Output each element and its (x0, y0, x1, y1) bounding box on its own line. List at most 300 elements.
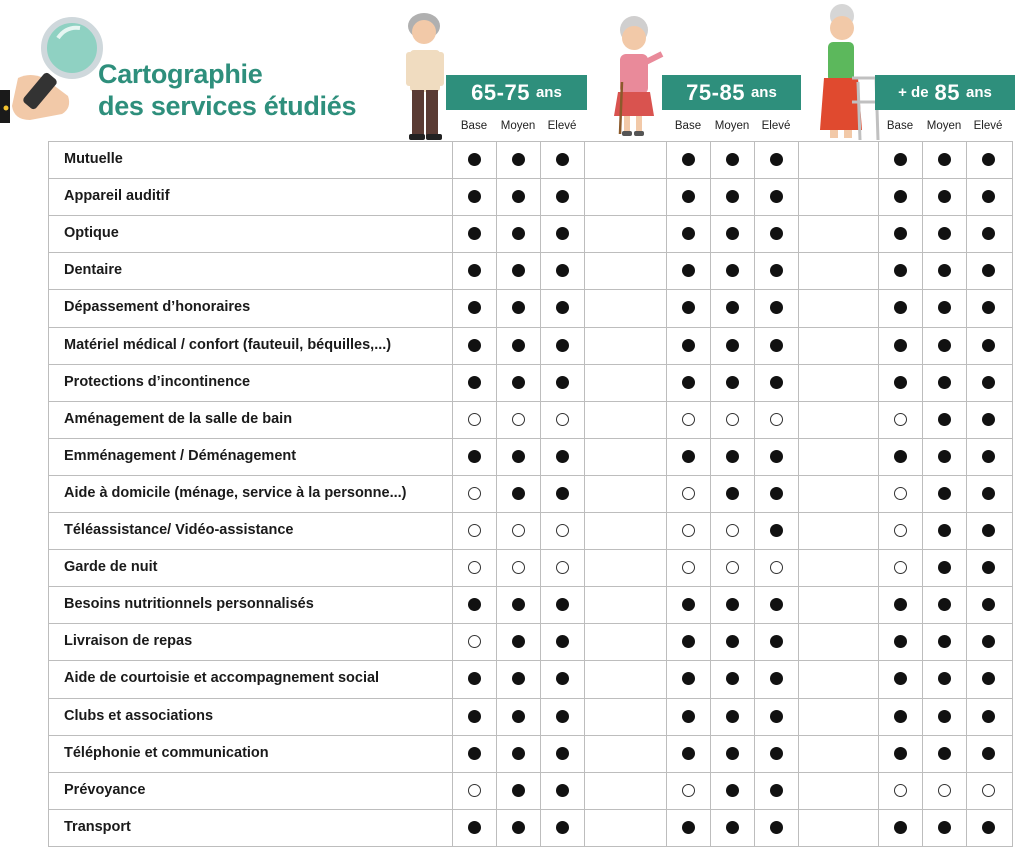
age-unit: ans (750, 84, 777, 101)
filled-dot-icon (982, 487, 995, 500)
availability-cell (496, 252, 540, 289)
availability-cell (666, 512, 710, 549)
service-label: Clubs et associations (64, 707, 214, 724)
availability-cell (754, 141, 798, 178)
column-divider (496, 141, 497, 846)
availability-cell (496, 512, 540, 549)
filled-dot-icon (938, 264, 951, 277)
filled-dot-icon (468, 190, 481, 203)
filled-dot-icon (682, 598, 695, 611)
age-unit: ans (966, 84, 992, 101)
availability-cell (540, 289, 584, 326)
availability-cell (496, 809, 540, 846)
availability-cell (922, 438, 966, 475)
filled-dot-icon (726, 598, 739, 611)
availability-cell (754, 772, 798, 809)
filled-dot-icon (556, 264, 569, 277)
filled-dot-icon (468, 710, 481, 723)
filled-dot-icon (556, 153, 569, 166)
empty-dot-icon (726, 413, 739, 426)
service-label: Dépassement d’honoraires (64, 299, 251, 316)
availability-cell (666, 549, 710, 586)
filled-dot-icon (770, 635, 783, 648)
availability-cell (452, 475, 496, 512)
availability-cell (966, 772, 1010, 809)
availability-cell (452, 623, 496, 660)
service-label: Mutuelle (64, 151, 123, 167)
availability-cell (496, 735, 540, 772)
availability-cell (540, 586, 584, 623)
filled-dot-icon (894, 635, 907, 648)
availability-cell (452, 141, 496, 178)
availability-cell (666, 660, 710, 697)
availability-cell (754, 438, 798, 475)
availability-cell (710, 586, 754, 623)
filled-dot-icon (556, 635, 569, 648)
column-divider (966, 141, 967, 846)
filled-dot-icon (938, 561, 951, 574)
availability-cell (922, 178, 966, 215)
empty-dot-icon (512, 413, 525, 426)
level-header: Base (674, 120, 702, 132)
filled-dot-icon (512, 227, 525, 240)
filled-dot-icon (512, 747, 525, 760)
availability-cell (496, 698, 540, 735)
table-row (48, 809, 1013, 846)
filled-dot-icon (726, 190, 739, 203)
availability-cell (878, 475, 922, 512)
filled-dot-icon (468, 153, 481, 166)
availability-cell (496, 438, 540, 475)
availability-cell (922, 549, 966, 586)
filled-dot-icon (682, 821, 695, 834)
empty-dot-icon (512, 524, 525, 537)
availability-cell (878, 364, 922, 401)
filled-dot-icon (556, 710, 569, 723)
age-group-header-85-plus (875, 75, 1015, 110)
empty-dot-icon (682, 784, 695, 797)
availability-cell (452, 549, 496, 586)
filled-dot-icon (726, 821, 739, 834)
availability-cell (666, 438, 710, 475)
filled-dot-icon (982, 413, 995, 426)
level-header: Moyen (500, 120, 536, 132)
availability-cell (540, 252, 584, 289)
title-line-1: Cartographie (98, 59, 263, 89)
availability-cell (922, 623, 966, 660)
availability-cell (754, 623, 798, 660)
filled-dot-icon (556, 672, 569, 685)
age-group-header-65-75 (446, 75, 587, 110)
column-divider (48, 141, 49, 846)
empty-dot-icon (556, 413, 569, 426)
filled-dot-icon (770, 264, 783, 277)
filled-dot-icon (770, 301, 783, 314)
row-divider (48, 735, 1013, 736)
filled-dot-icon (512, 487, 525, 500)
filled-dot-icon (938, 821, 951, 834)
service-label: Besoins nutritionnels personnalisés (64, 596, 314, 613)
filled-dot-icon (982, 710, 995, 723)
filled-dot-icon (982, 153, 995, 166)
filled-dot-icon (556, 598, 569, 611)
availability-cell (496, 364, 540, 401)
availability-cell (540, 512, 584, 549)
filled-dot-icon (468, 339, 481, 352)
page-title (98, 58, 356, 122)
filled-dot-icon (512, 672, 525, 685)
availability-cell (754, 660, 798, 697)
availability-cell (966, 735, 1010, 772)
availability-cell (754, 215, 798, 252)
availability-cell (710, 141, 754, 178)
availability-cell (540, 623, 584, 660)
filled-dot-icon (982, 524, 995, 537)
availability-cell (452, 252, 496, 289)
filled-dot-icon (726, 339, 739, 352)
age-range: 75-85 (686, 79, 745, 105)
empty-dot-icon (938, 784, 951, 797)
availability-cell (878, 586, 922, 623)
row-divider (48, 772, 1013, 773)
availability-cell (496, 289, 540, 326)
filled-dot-icon (938, 747, 951, 760)
availability-cell (878, 438, 922, 475)
row-divider (48, 623, 1013, 624)
table-row (48, 772, 1013, 809)
availability-cell (922, 141, 966, 178)
empty-dot-icon (770, 413, 783, 426)
availability-cell (666, 178, 710, 215)
filled-dot-icon (512, 301, 525, 314)
availability-cell (496, 141, 540, 178)
availability-cell (754, 327, 798, 364)
filled-dot-icon (556, 450, 569, 463)
availability-cell (754, 401, 798, 438)
filled-dot-icon (982, 264, 995, 277)
availability-cell (966, 623, 1010, 660)
filled-dot-icon (982, 376, 995, 389)
filled-dot-icon (982, 339, 995, 352)
service-label: Aménagement de la salle de bain (64, 410, 293, 427)
service-label: Téléassistance/ Vidéo-assistance (64, 522, 294, 538)
table-row (48, 698, 1013, 735)
filled-dot-icon (982, 190, 995, 203)
availability-cell (922, 289, 966, 326)
filled-dot-icon (512, 710, 525, 723)
filled-dot-icon (938, 450, 951, 463)
filled-dot-icon (894, 747, 907, 760)
service-label: Téléphonie et communication (64, 744, 269, 761)
availability-cell (966, 438, 1010, 475)
filled-dot-icon (468, 227, 481, 240)
table-row (48, 623, 1013, 660)
filled-dot-icon (682, 227, 695, 240)
availability-cell (540, 549, 584, 586)
availability-cell (922, 772, 966, 809)
filled-dot-icon (982, 450, 995, 463)
availability-cell (878, 735, 922, 772)
availability-cell (496, 623, 540, 660)
service-label: Prévoyance (64, 781, 146, 798)
availability-cell (540, 178, 584, 215)
table-row (48, 364, 1013, 401)
filled-dot-icon (894, 190, 907, 203)
filled-dot-icon (468, 301, 481, 314)
empty-dot-icon (894, 487, 907, 500)
availability-cell (754, 475, 798, 512)
filled-dot-icon (556, 339, 569, 352)
column-divider (798, 141, 799, 846)
filled-dot-icon (556, 747, 569, 760)
row-divider (48, 549, 1013, 550)
filled-dot-icon (468, 821, 481, 834)
availability-cell (878, 809, 922, 846)
availability-cell (922, 364, 966, 401)
filled-dot-icon (726, 227, 739, 240)
availability-cell (922, 475, 966, 512)
availability-cell (878, 289, 922, 326)
table-row (48, 401, 1013, 438)
availability-cell (878, 401, 922, 438)
filled-dot-icon (938, 635, 951, 648)
availability-cell (878, 698, 922, 735)
filled-dot-icon (726, 301, 739, 314)
filled-dot-icon (682, 747, 695, 760)
availability-cell (540, 215, 584, 252)
availability-cell (540, 809, 584, 846)
availability-cell (710, 475, 754, 512)
empty-dot-icon (468, 413, 481, 426)
availability-cell (710, 401, 754, 438)
availability-cell (540, 660, 584, 697)
filled-dot-icon (726, 376, 739, 389)
availability-cell (452, 438, 496, 475)
availability-cell (452, 698, 496, 735)
availability-cell (452, 401, 496, 438)
filled-dot-icon (556, 487, 569, 500)
filled-dot-icon (938, 153, 951, 166)
row-divider (48, 289, 1013, 290)
filled-dot-icon (894, 339, 907, 352)
table-row (48, 215, 1013, 252)
availability-cell (540, 141, 584, 178)
availability-cell (666, 401, 710, 438)
level-header: Moyen (714, 120, 750, 132)
availability-cell (496, 178, 540, 215)
empty-dot-icon (468, 561, 481, 574)
availability-cell (666, 215, 710, 252)
availability-cell (710, 735, 754, 772)
filled-dot-icon (726, 487, 739, 500)
availability-cell (452, 512, 496, 549)
availability-cell (666, 772, 710, 809)
filled-dot-icon (682, 153, 695, 166)
row-divider (48, 252, 1013, 253)
table-row (48, 512, 1013, 549)
availability-cell (754, 698, 798, 735)
availability-cell (540, 327, 584, 364)
filled-dot-icon (682, 672, 695, 685)
empty-dot-icon (556, 561, 569, 574)
availability-cell (878, 772, 922, 809)
filled-dot-icon (556, 376, 569, 389)
filled-dot-icon (726, 672, 739, 685)
row-divider (48, 586, 1013, 587)
filled-dot-icon (894, 301, 907, 314)
table-row (48, 289, 1013, 326)
service-label: Aide de courtoisie et accompagnement social (64, 670, 380, 687)
availability-cell (754, 289, 798, 326)
availability-cell (754, 364, 798, 401)
empty-dot-icon (982, 784, 995, 797)
table-row (48, 735, 1013, 772)
availability-cell (452, 772, 496, 809)
empty-dot-icon (770, 561, 783, 574)
availability-cell (922, 252, 966, 289)
availability-cell (452, 327, 496, 364)
filled-dot-icon (682, 376, 695, 389)
availability-cell (754, 178, 798, 215)
row-divider (48, 475, 1013, 476)
filled-dot-icon (726, 784, 739, 797)
level-header: Elevé (973, 120, 1003, 132)
filled-dot-icon (512, 784, 525, 797)
service-label: Garde de nuit (64, 559, 158, 576)
availability-cell (878, 215, 922, 252)
availability-cell (966, 364, 1010, 401)
senior-man-illustration (400, 4, 450, 142)
availability-cell (754, 549, 798, 586)
availability-cell (878, 327, 922, 364)
availability-cell (878, 252, 922, 289)
availability-cell (966, 327, 1010, 364)
filled-dot-icon (512, 339, 525, 352)
availability-cell (878, 512, 922, 549)
age-prefix: + de (898, 84, 929, 101)
empty-dot-icon (682, 561, 695, 574)
empty-dot-icon (468, 487, 481, 500)
service-label: Appareil auditif (64, 188, 170, 205)
availability-cell (966, 215, 1010, 252)
filled-dot-icon (726, 450, 739, 463)
availability-cell (666, 327, 710, 364)
availability-cell (666, 289, 710, 326)
service-label: Optique (64, 225, 119, 242)
availability-cell (754, 735, 798, 772)
availability-cell (666, 141, 710, 178)
filled-dot-icon (682, 635, 695, 648)
availability-cell (540, 401, 584, 438)
availability-cell (966, 549, 1010, 586)
services-table (48, 141, 1013, 851)
availability-cell (452, 586, 496, 623)
availability-cell (540, 698, 584, 735)
filled-dot-icon (556, 784, 569, 797)
availability-cell (878, 178, 922, 215)
table-row (48, 252, 1013, 289)
filled-dot-icon (512, 821, 525, 834)
filled-dot-icon (726, 153, 739, 166)
availability-cell (496, 549, 540, 586)
empty-dot-icon (726, 524, 739, 537)
table-row (48, 586, 1013, 623)
service-label: Matériel médical / confort (fauteuil, béquilles,...) (64, 336, 392, 353)
availability-cell (754, 586, 798, 623)
availability-cell (710, 660, 754, 697)
filled-dot-icon (938, 524, 951, 537)
availability-cell (666, 252, 710, 289)
filled-dot-icon (982, 301, 995, 314)
filled-dot-icon (938, 190, 951, 203)
filled-dot-icon (894, 376, 907, 389)
row-divider (48, 327, 1013, 328)
availability-cell (710, 809, 754, 846)
filled-dot-icon (894, 710, 907, 723)
filled-dot-icon (938, 672, 951, 685)
column-divider (1012, 141, 1013, 846)
table-row (48, 438, 1013, 475)
availability-cell (922, 660, 966, 697)
availability-cell (710, 512, 754, 549)
filled-dot-icon (468, 376, 481, 389)
availability-cell (540, 772, 584, 809)
filled-dot-icon (512, 376, 525, 389)
filled-dot-icon (770, 598, 783, 611)
table-row (48, 660, 1013, 697)
filled-dot-icon (726, 710, 739, 723)
row-divider (48, 438, 1013, 439)
filled-dot-icon (894, 264, 907, 277)
level-header: Moyen (926, 120, 962, 132)
filled-dot-icon (894, 227, 907, 240)
empty-dot-icon (468, 635, 481, 648)
availability-cell (666, 735, 710, 772)
column-divider (584, 141, 585, 846)
service-label: Dentaire (64, 262, 123, 279)
filled-dot-icon (512, 598, 525, 611)
availability-cell (496, 401, 540, 438)
empty-dot-icon (726, 561, 739, 574)
availability-cell (922, 735, 966, 772)
filled-dot-icon (982, 747, 995, 760)
filled-dot-icon (770, 339, 783, 352)
filled-dot-icon (726, 264, 739, 277)
service-label: Aide à domicile (ménage, service à la personne...) (64, 484, 407, 501)
availability-cell (452, 364, 496, 401)
availability-cell (966, 178, 1010, 215)
service-label: Protections d’incontinence (64, 373, 251, 390)
availability-cell (666, 698, 710, 735)
magnifier-illustration (0, 8, 110, 123)
level-header: Elevé (761, 120, 791, 132)
availability-cell (452, 215, 496, 252)
empty-dot-icon (468, 524, 481, 537)
age-unit: ans (535, 84, 562, 101)
empty-dot-icon (894, 524, 907, 537)
filled-dot-icon (468, 598, 481, 611)
availability-cell (496, 772, 540, 809)
filled-dot-icon (982, 561, 995, 574)
filled-dot-icon (556, 821, 569, 834)
filled-dot-icon (556, 190, 569, 203)
filled-dot-icon (682, 339, 695, 352)
filled-dot-icon (938, 376, 951, 389)
availability-cell (496, 327, 540, 364)
empty-dot-icon (894, 784, 907, 797)
filled-dot-icon (512, 153, 525, 166)
filled-dot-icon (512, 264, 525, 277)
